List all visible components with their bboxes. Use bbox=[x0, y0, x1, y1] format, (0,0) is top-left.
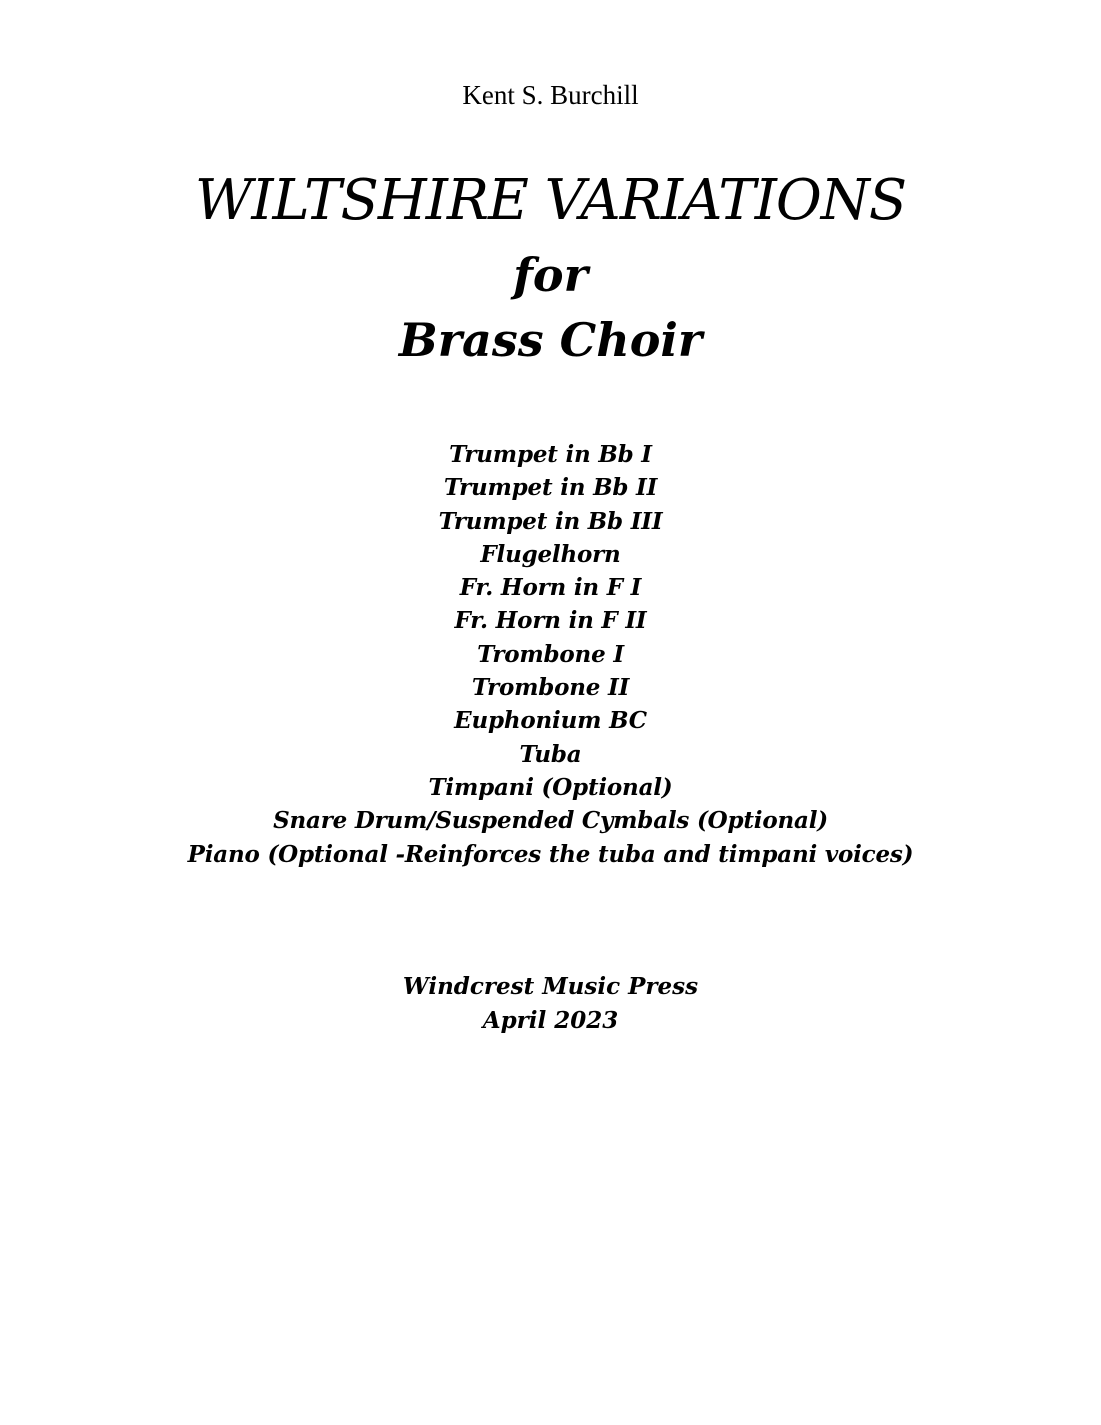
composer-name: Kent S. Burchill bbox=[462, 80, 639, 110]
instrument-item: Trumpet in Bb III bbox=[438, 507, 663, 535]
instrument-item: Trombone I bbox=[477, 640, 624, 668]
instrument-list bbox=[0, 438, 1101, 871]
publication-date: April 2023 bbox=[482, 1007, 619, 1034]
instrument-item: Fr. Horn in F II bbox=[454, 607, 647, 635]
instrument-item: Tuba bbox=[519, 740, 582, 768]
instrument-item: Snare Drum/Suspended Cymbals (Optional) bbox=[273, 807, 828, 835]
publisher-name: Windcrest Music Press bbox=[402, 973, 699, 1000]
instrument-item: Timpani (Optional) bbox=[428, 773, 673, 801]
instrument-item: Trumpet in Bb II bbox=[443, 474, 658, 502]
instrument-item: Fr. Horn in F I bbox=[459, 574, 642, 602]
piece-title: WILTSHIRE VARIATIONS bbox=[194, 168, 907, 233]
for-line: for bbox=[513, 248, 588, 302]
instrument-item: Piano (Optional -Reinforces the tuba and timpani voices) bbox=[187, 840, 914, 868]
instrument-item: Flugelhorn bbox=[480, 540, 621, 568]
instrument-item: Trombone II bbox=[471, 674, 630, 702]
ensemble-name: Brass Choir bbox=[398, 313, 703, 367]
instrument-item: Trumpet in Bb I bbox=[449, 441, 652, 468]
instrument-item: Euphonium BC bbox=[454, 707, 647, 735]
